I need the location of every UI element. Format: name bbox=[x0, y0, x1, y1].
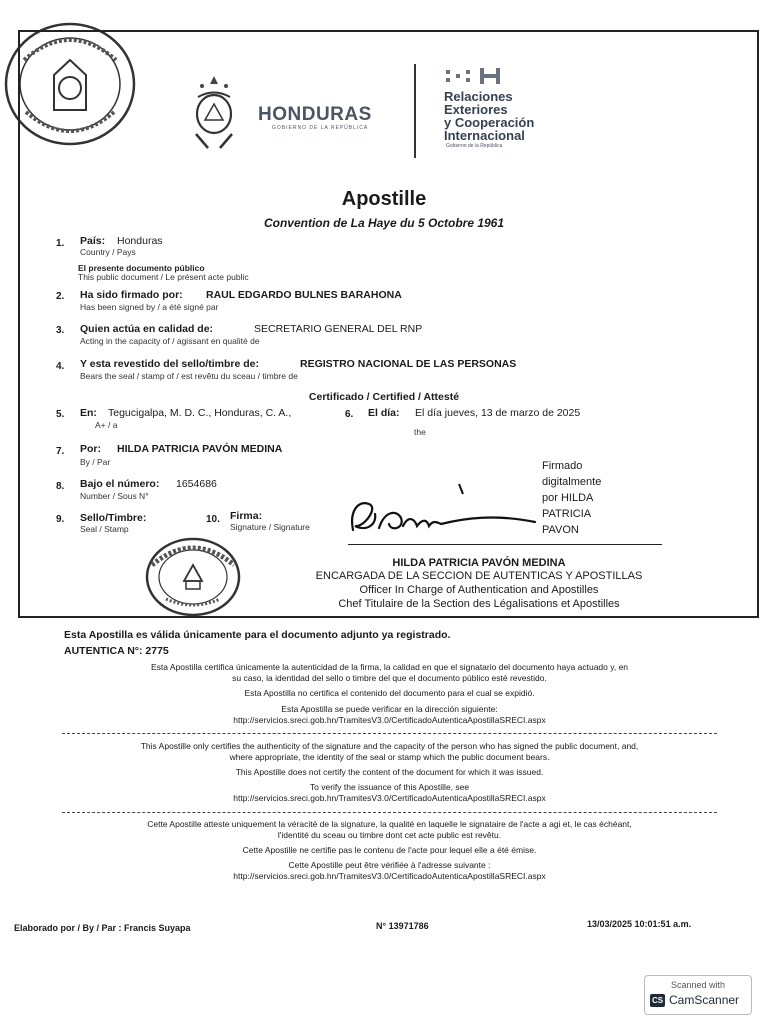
item-7-label: Por: bbox=[80, 443, 101, 455]
item-8-number: 8. bbox=[56, 481, 65, 492]
rree-line-4: Internacional bbox=[444, 128, 525, 143]
item-4-sub: Bears the seal / stamp of / est revêtu du sceau / timbre de bbox=[80, 371, 298, 381]
item-2-value: RAUL EDGARDO BULNES BARAHONA bbox=[206, 289, 402, 301]
item-1-value: Honduras bbox=[117, 235, 163, 247]
convention-subtitle: Convention de La Haye du 5 Octobre 1961 bbox=[263, 216, 505, 230]
item-3-sub: Acting in the capacity of / agissant en qualité de bbox=[80, 336, 260, 346]
item-1-label: País: bbox=[80, 235, 106, 247]
rree-line-3: y Cooperación bbox=[444, 115, 535, 130]
item-8-value: 1654686 bbox=[176, 478, 217, 490]
item-8-label: Bajo el número: bbox=[80, 478, 160, 490]
item-5-number: 5. bbox=[56, 409, 65, 420]
certified-heading: Certificado / Certified / Attesté bbox=[308, 391, 460, 403]
camscanner-logo-icon: CS bbox=[651, 996, 664, 1005]
camscanner-line-2: CamScanner bbox=[669, 993, 740, 1007]
elaborado-por: Elaborado por / By / Par : Francis Suyapa bbox=[14, 923, 191, 933]
digital-sign-line-1: Firmado bbox=[542, 460, 583, 472]
item-4-value: REGISTRO NACIONAL DE LAS PERSONAS bbox=[300, 358, 517, 370]
validity-statement: Esta Apostilla es válida únicamente para el documento adjunto ya registrado. bbox=[64, 629, 451, 641]
digital-sign-line-4: PATRICIA bbox=[542, 508, 592, 520]
es-paragraph-1: Esta Apostilla certifica únicamente la autenticidad de la firma, la calidad en que el signatario del documento haya actuado y, en bbox=[150, 662, 629, 672]
item-3-value: SECRETARIO GENERAL DEL RNP bbox=[254, 323, 423, 335]
en-verification-url: http://servicios.sreci.gob.hn/TramitesV3.0/CertificadoAutenticaApostillaSRECI.aspx bbox=[233, 793, 546, 803]
es-paragraph-4: Esta Apostilla se puede verificar en la dirección siguiente: bbox=[281, 704, 498, 714]
document-number: N° 13971786 bbox=[376, 921, 429, 931]
en-paragraph-3: This Apostille does not certify the content of the document for which it was issued. bbox=[235, 767, 544, 777]
rree-logo-icon bbox=[444, 66, 506, 86]
officer-title-en: Officer In Charge of Authentication and Apostilles bbox=[359, 584, 599, 596]
en-paragraph-4: To verify the issuance of this Apostille, see bbox=[309, 782, 470, 792]
item-2-sub: Has been signed by / a été signé par bbox=[80, 302, 219, 312]
item-2-label: Ha sido firmado por: bbox=[80, 289, 183, 301]
issue-timestamp: 13/03/2025 10:01:51 a.m. bbox=[587, 919, 692, 929]
fr-paragraph-1: Cette Apostille atteste uniquement la véracité de la signature, la qualité en laquelle le signataire de l'acte a agi et, le cas échéant, bbox=[147, 819, 632, 829]
officer-title-es: ENCARGADA DE LA SECCION DE AUTENTICAS Y APOSTILLAS bbox=[315, 570, 643, 582]
header-divider bbox=[414, 64, 416, 158]
es-paragraph-3: Esta Apostilla no certifica el contenido del documento para el cual se expidió. bbox=[244, 688, 535, 698]
item-8-sub: Number / Sous N° bbox=[80, 491, 149, 501]
item-4-label: Y esta revestido del sello/timbre de: bbox=[80, 358, 259, 370]
item-10-label: Firma: bbox=[230, 510, 263, 522]
digital-sign-line-3: por HILDA bbox=[542, 492, 594, 504]
page-title: Apostille bbox=[341, 188, 427, 210]
fr-paragraph-2: l'identité du sceau ou timbre dont cet acte public est revêtu. bbox=[277, 830, 502, 840]
fr-paragraph-4: Cette Apostille peut être vérifiée à l'adresse suivante : bbox=[288, 860, 491, 870]
camscanner-line-1: Scanned with bbox=[670, 980, 726, 990]
item-7-number: 7. bbox=[56, 446, 65, 457]
rree-sub: Gobierno de la República bbox=[446, 143, 503, 149]
handwritten-signature bbox=[345, 480, 540, 540]
es-verification-url: http://servicios.sreci.gob.hn/TramitesV3.0/CertificadoAutenticaApostillaSRECI.aspx bbox=[233, 715, 546, 725]
camscanner-badge bbox=[644, 975, 752, 1015]
item-4-number: 4. bbox=[56, 361, 65, 372]
en-paragraph-2: where appropriate, the identity of the seal or stamp which the public document bears. bbox=[229, 752, 550, 762]
fr-paragraph-3: Cette Apostille ne certifie pas le contenu de l'acte pour lequel elle a été émise. bbox=[242, 845, 537, 855]
item-9-label: Sello/Timbre: bbox=[80, 512, 147, 524]
item-9-number: 9. bbox=[56, 514, 65, 525]
item-3-label: Quien actúa en calidad de: bbox=[80, 323, 214, 335]
item-1-sub: Country / Pays bbox=[80, 247, 136, 257]
item-5-label: En: bbox=[80, 407, 97, 419]
honduras-wordmark-sub: GOBIERNO DE LA REPÚBLICA bbox=[272, 125, 369, 131]
item-9-sub: Seal / Stamp bbox=[80, 524, 129, 534]
authentication-section-stamp bbox=[142, 535, 242, 619]
item-3-number: 3. bbox=[56, 325, 65, 336]
item-10-sub: Signature / Signature bbox=[230, 522, 310, 532]
digital-sign-line-2: digitalmente bbox=[542, 476, 602, 488]
item-1-number: 1. bbox=[56, 238, 65, 249]
honduras-coat-of-arms-icon bbox=[188, 72, 240, 154]
officer-title-fr: Chef Titulaire de la Section des Légalisations et Apostilles bbox=[338, 598, 620, 610]
item-6-value: El día jueves, 13 de marzo de 2025 bbox=[415, 407, 581, 419]
honduras-wordmark: HONDURAS bbox=[258, 104, 372, 125]
item-6-label: El día: bbox=[368, 407, 400, 419]
autentica-number: AUTENTICA N°: 2775 bbox=[64, 645, 169, 657]
item-10-number: 10. bbox=[206, 514, 220, 525]
separator-1 bbox=[62, 733, 717, 734]
item-5-value: Tegucigalpa, M. D. C., Honduras, C. A., bbox=[108, 407, 292, 419]
signature-line bbox=[348, 544, 662, 545]
item-5-sub: A+ / a bbox=[95, 420, 118, 430]
item-2-number: 2. bbox=[56, 291, 65, 302]
es-paragraph-2: su caso, la identidad del sello o timbre del que el documento público esté revestido. bbox=[232, 673, 547, 683]
item-7-value: HILDA PATRICIA PAVÓN MEDINA bbox=[117, 443, 283, 455]
en-paragraph-1: This Apostille only certifies the authenticity of the signature and the capacity of the person who has signed the public document, and, bbox=[140, 741, 639, 751]
item-6-sub: the bbox=[414, 427, 426, 437]
digital-sign-line-5: PAVON bbox=[542, 524, 579, 536]
item-1-extra-2: This public document / Le présent acte public bbox=[78, 272, 249, 282]
item-1-extra-1: El presente documento público bbox=[78, 263, 205, 273]
item-6-number: 6. bbox=[345, 409, 354, 420]
rree-line-1: Relaciones bbox=[444, 89, 513, 104]
separator-2 bbox=[62, 812, 717, 813]
rree-line-2: Exteriores bbox=[444, 102, 508, 117]
fr-verification-url: http://servicios.sreci.gob.hn/TramitesV3.0/CertificadoAutenticaApostillaSRECI.aspx bbox=[233, 871, 546, 881]
officer-name: HILDA PATRICIA PAVÓN MEDINA bbox=[392, 557, 566, 569]
item-7-sub: By / Par bbox=[80, 457, 111, 467]
